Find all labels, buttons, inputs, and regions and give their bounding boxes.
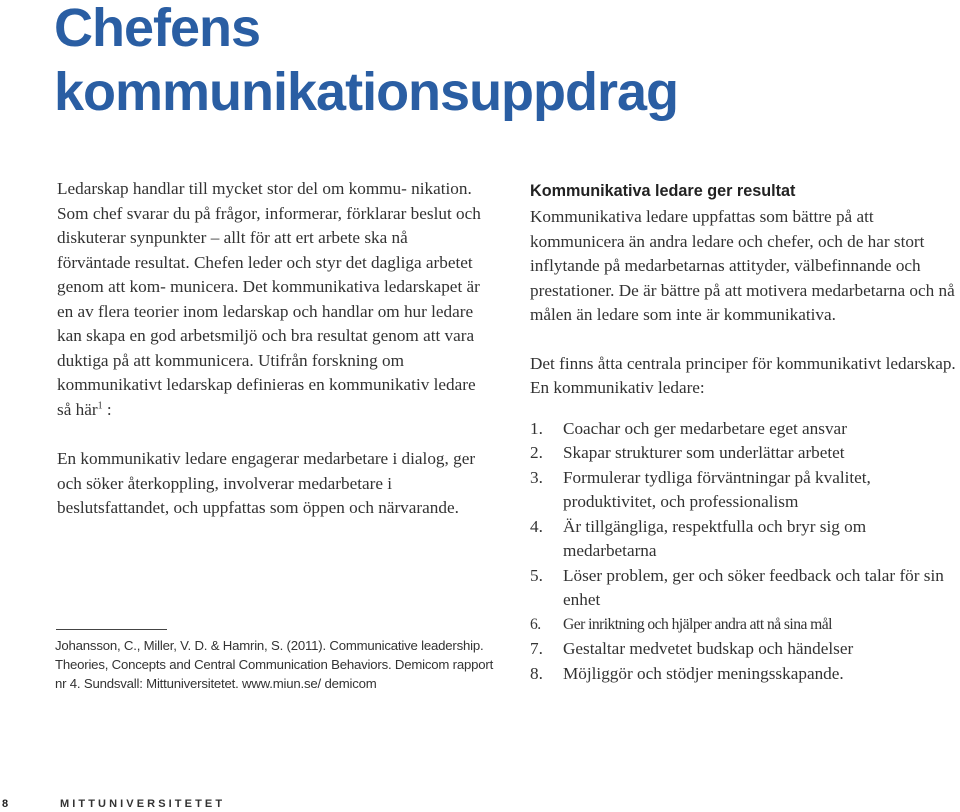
list-item-number: 5. — [530, 565, 543, 585]
list-item — [530, 417, 960, 442]
list-item-text: Ger inriktning och hjälper andra att nå sina mål — [563, 615, 832, 633]
list-item-text: Möjliggör och stödjer meningsskapande. — [563, 663, 844, 683]
list-item-number: 7. — [530, 639, 543, 658]
list-item-number: 1. — [530, 418, 543, 438]
list-item-text: Är tillgängliga, respektfulla och bryr sig om medarbetarna — [563, 516, 867, 560]
list-item-number: 2. — [530, 443, 543, 462]
section-heading: Kommunikativa ledare ger resultat — [530, 182, 796, 200]
publisher-name: MITTUNIVERSITETET — [60, 798, 226, 810]
list-item — [530, 515, 960, 564]
footnote-text: Johansson, C., Miller, V. D. & Hamrin, S. (2011). Communicative leadership. Theories, Concepts and Central Communication Behaviors. Demicom rapport nr 4. Sundsvall: Mittuniversitetet. www.miun.se/ demicom — [55, 638, 494, 691]
page-footer — [0, 797, 960, 812]
principles-list — [530, 417, 960, 687]
list-item — [530, 613, 960, 638]
page-title-line2: kommunikationsuppdrag — [54, 62, 679, 122]
list-item-number: 3. — [530, 467, 543, 487]
intro-paragraph-text: Ledarskap handlar till mycket stor del om kommu- nikation. Som chef svarar du på frågor, informerar, förklarar beslut och diskuterar synpunkter – allt för att ert arbete ska nå förväntade resultat. Chefen leder och styr det dagliga arbetet genom att kom- municera. Det kommunikativa ledarskapet är en av flera teorier inom ledarskap och handlar om hur ledare kan skapa en god arbetsmiljö och bra resultat genom att vara duktiga på att kommunicera. Utifrån forskning om kommunikativt ledarskap definieras en kommunikativ ledare så här — [57, 179, 481, 419]
list-item — [530, 441, 960, 466]
list-item-number: 6. — [530, 615, 541, 633]
list-item-text: Löser problem, ger och söker feedback och talar för sin enhet — [563, 565, 944, 609]
page-number: 8 — [2, 798, 9, 810]
list-item — [530, 466, 960, 515]
page-title-line1: Chefens — [54, 0, 261, 58]
list-item — [530, 564, 960, 613]
list-item-text: Gestaltar medvetet budskap och händelser — [563, 639, 854, 658]
intro-paragraph-end: : — [102, 399, 112, 419]
left-column — [57, 177, 482, 521]
definition-quote: En kommunikativ ledare engagerar medarbetare i dialog, ger och söker återkoppling, involverar medarbetare i beslutsfattandet, och uppfattas som öppen och närvarande. — [57, 449, 476, 517]
right-column — [530, 180, 960, 686]
principles-intro: Det finns åtta centrala principer för kommunikativt ledarskap. En kommunikativ ledare: — [530, 353, 956, 397]
intro-paragraph — [57, 177, 482, 422]
list-item-number: 8. — [530, 663, 543, 683]
footnote-reference: 1 — [97, 399, 103, 411]
list-item-number: 4. — [530, 516, 543, 536]
list-item-text: Formulerar tydliga förväntningar på kvalitet, produktivitet, och professionalism — [563, 467, 871, 511]
footnote-divider — [56, 629, 167, 630]
list-item — [530, 637, 960, 662]
list-item-text: Coachar och ger medarbetare eget ansvar — [563, 418, 847, 438]
list-item-text: Skapar strukturer som underlättar arbetet — [563, 443, 845, 462]
list-item — [530, 662, 960, 687]
results-paragraph: Kommunikativa ledare uppfattas som bättre på att kommunicera än andra ledare och chefer, och de har stort inflytande på medarbetarnas attityder, välbefinnande och prestationer. De är bättre på att motivera medarbetarna och nå målen än ledare som inte är kommunikativa. — [530, 207, 955, 324]
page-title — [54, 0, 678, 124]
